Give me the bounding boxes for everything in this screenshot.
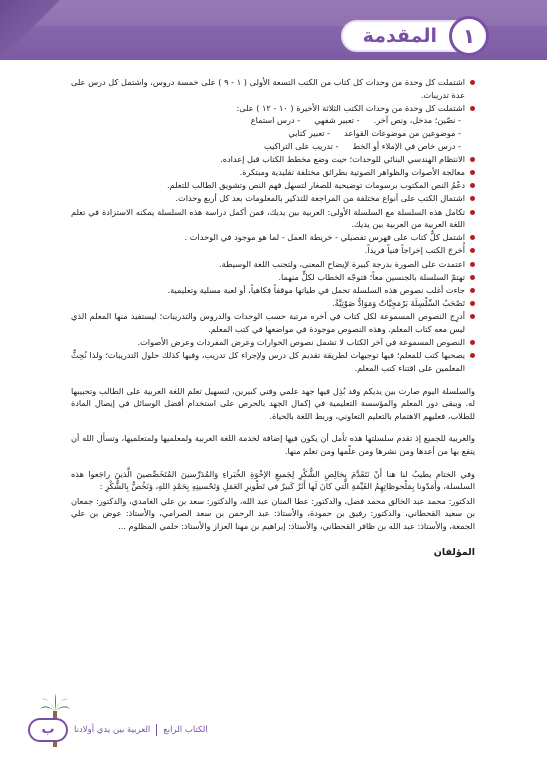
- list-item: تهتمّ السلسلة بالجنسين معاً؛ فتوجّه الخطاب لكلٍّ منهما.: [71, 271, 475, 284]
- bullet-dot-icon: [470, 340, 475, 345]
- chapter-number-badge: ١: [449, 16, 489, 56]
- bullet-dot-icon: [470, 248, 475, 253]
- bullet-dot-icon: [470, 196, 475, 201]
- bullet-list: [71, 76, 475, 375]
- list-item: أُخرجَ الكتب إخراجاً فنياً فريداً.: [71, 244, 475, 257]
- paragraph: والعربية للجميع إذ تقدم سلسلتها هذه تأمل أن يكون فيها إضافة لخدمة اللغة العربية ولمعلميها ولمتعلميها، وتسأل الله أن ينفع بها من أعدها ومن نشرها ومن علّمها ومن تعلم منها.: [71, 433, 475, 456]
- list-item: اعتمدت على الصورة بدرجة كبيرة لإيضاح المعنى، ولتجنب اللغة الوسيطة.: [71, 258, 475, 271]
- list-item: اشتمال الكتب على أنواع مختلفة من المراجعة للتذكير بالمعلومات بعد كل أربع وحدات.: [71, 192, 475, 205]
- page-title: المقدمة: [362, 25, 437, 47]
- authors-signature: المؤلفان: [433, 546, 475, 558]
- bullet-dot-icon: [470, 314, 475, 319]
- bullet-dot-icon: [470, 183, 475, 188]
- bullet-dot-icon: [470, 106, 475, 111]
- list-item: يصحبها كتب للمعلم؛ فيها توجيهات لطريقة تقديم كل درس ولإجراء كل تدريب، وفيها كذلك حلول التدريبات؛ ولذا نُحِثُّ المعلمين على اقتناء كتب المعلم.: [71, 349, 475, 374]
- footer-book-part: الكتاب الرابع: [163, 725, 208, 735]
- list-item: الانتظام الهندسي البنائي للوحدات؛ حيث وضع مخطط الكتاب قبل إعداده.: [71, 153, 475, 166]
- sub-item-row: - نصّين؛ مدخل، ونص آخر. - تعبير شفهي - درس استماع: [250, 115, 461, 126]
- list-item: تَصْحَبُ السِّلْسِلَةَ بَرْمَجِيَّاتٌ وَمَوَادُّ صَوْتِيَّةٌ.: [71, 297, 475, 310]
- list-item: دعْمُ النص المكتوب برسومات توضيحية للصغار لتسهل فهم النص وتشويق الطالب للتعلم.: [71, 179, 475, 192]
- sub-item-row: - موضوعين من موضوعات القواعد - تعبير كتابي: [288, 127, 461, 138]
- list-item: أدرِج النصوص المسموعة لكل كتاب في آخره مرتبة حسب الوحدات والدروس والتدريبات؛ ليستفيد منها المعلم الذي ليس معه كتاب المعلم. وهذه النصوص موجودة في مواضعها في كتب المعلم.: [71, 310, 475, 335]
- bullet-dot-icon: [470, 235, 475, 240]
- bullet-dot-icon: [470, 80, 475, 85]
- list-item: النصوص المسموعة في آخر الكتاب لا تشمل نصوص الحوارات وعرض المفردات وعرض الأصوات.: [71, 336, 475, 349]
- list-item: تكامل هذه السلسلة مع السلسلة الأولى: العربية بين يديك، فمن أكمل دراسة هذه السلسلة يمكنه الاستزادة في تعلم اللغة العربية من العربية بين يديك.: [71, 206, 475, 231]
- footer-book-title: العربية بين يدي أولادنا: [74, 725, 151, 735]
- paragraph: والسلسلة اليوم صارت بين يديكم وقد بُذِل فيها جهد علمي وفني كبيرين، لتسهيل تعلم اللغة العربية على الطالب وتحبيبها له. ويبقى دور المعلم والمؤسسة التعليمية في إكمال الجهد بالحرص على استخدام أفضل الوسائل في إيصال المادة للطلاب، فعليهم الاهتمام بالتعليم التعاوني، وربط اللغة بالحياة.: [71, 385, 475, 421]
- list-item: اشتمل كلُّ كتاب على فهرس تفصيلي - خريطة العمل - لما هو موجود في الوحدات .: [71, 231, 475, 244]
- page-footer: [28, 717, 248, 743]
- bullet-dot-icon: [470, 262, 475, 267]
- list-item: اشتملت كل وحدة من وحدات كل كتاب من الكتب التسعة الأولى ( ١ - ٩ ) على خمسة دروس، واشتمل كل درس على عدة تدريبات.: [71, 76, 475, 101]
- bullet-dot-icon: [470, 210, 475, 215]
- bullet-dot-icon: [470, 275, 475, 280]
- list-item: اشتملت كل وحدة من وحدات الكتب الثلاثة الأخيرة ( ١٠ - ١٢ ) على: - نصّين؛ مدخل، ونص آخر. - تعبير شفهي - درس استماع - موضوعين من موضوعات القواعد - تعبير كتابي - درس خاص في الإملاء أو الخط - تدريب على التراكيب: [71, 102, 475, 152]
- footer-divider: [156, 724, 157, 736]
- paragraph: الدكتور: محمد عبد الخالق محمد فضل، والدكتور: عطا المنان عبد الله، والدكتور: سعد بن علي الغامدي، والدكتور: جمعان بن سعيد القحطاني، والدكتور: رفيق بن حمودة، والأستاذ: عبد الرحمن بن سعد الصرامي، والأستاذ: عوض بن علي الجمعة، والأستاذ: عبد الله بن ظافر القحطاني، والأستاذ: إبراهيم بن مهنا العزاز والأستاذ: حلمي المظلوم ...: [71, 495, 475, 531]
- main-content: [71, 76, 475, 559]
- list-item: جاءت أغلب نصوص هذه السلسلة تحمل في طياتها موقفاً فكاهياً، أو لعبة مسلية وتعليمية.: [71, 284, 475, 297]
- bullet-dot-icon: [470, 301, 475, 306]
- bullet-dot-icon: [470, 170, 475, 175]
- sub-item-row: - درس خاص في الإملاء أو الخط - تدريب على التراكيب: [264, 140, 461, 151]
- header-corner: [0, 0, 60, 60]
- bullet-dot-icon: [470, 157, 475, 162]
- list-item: معالجة الأصوات والظواهر الصوتية بطرائق مختلفة تقليدية ومبتكرة.: [71, 166, 475, 179]
- page-number-badge: ب: [28, 718, 68, 742]
- bullet-dot-icon: [470, 288, 475, 293]
- bullet-dot-icon: [470, 353, 475, 358]
- paragraph: وفي الختام يطيبُ لنا هنا أَنْ نَتَقَدَّمَ بِخالِصِ الشُّكْرِ لِجَميعِ الإخْوَةِ الخُبَراءِ وَالمُدَرِّسينَ المُتَخَصِّصينَ الَّذينَ راجَعوا هذه السلسلة، وأَمَدّونا بِمَلْحوظاتِهِمُ القَيِّمَةِ الَّتي كانَ لَها أَثَرٌ كَبيرٌ في تَطْويرِ العَمَلِ وَتَحْسينِهِ بِحَمْدِ اللهِ، وَنَخُصُّ بِالشُّكْرِ :: [71, 468, 475, 492]
